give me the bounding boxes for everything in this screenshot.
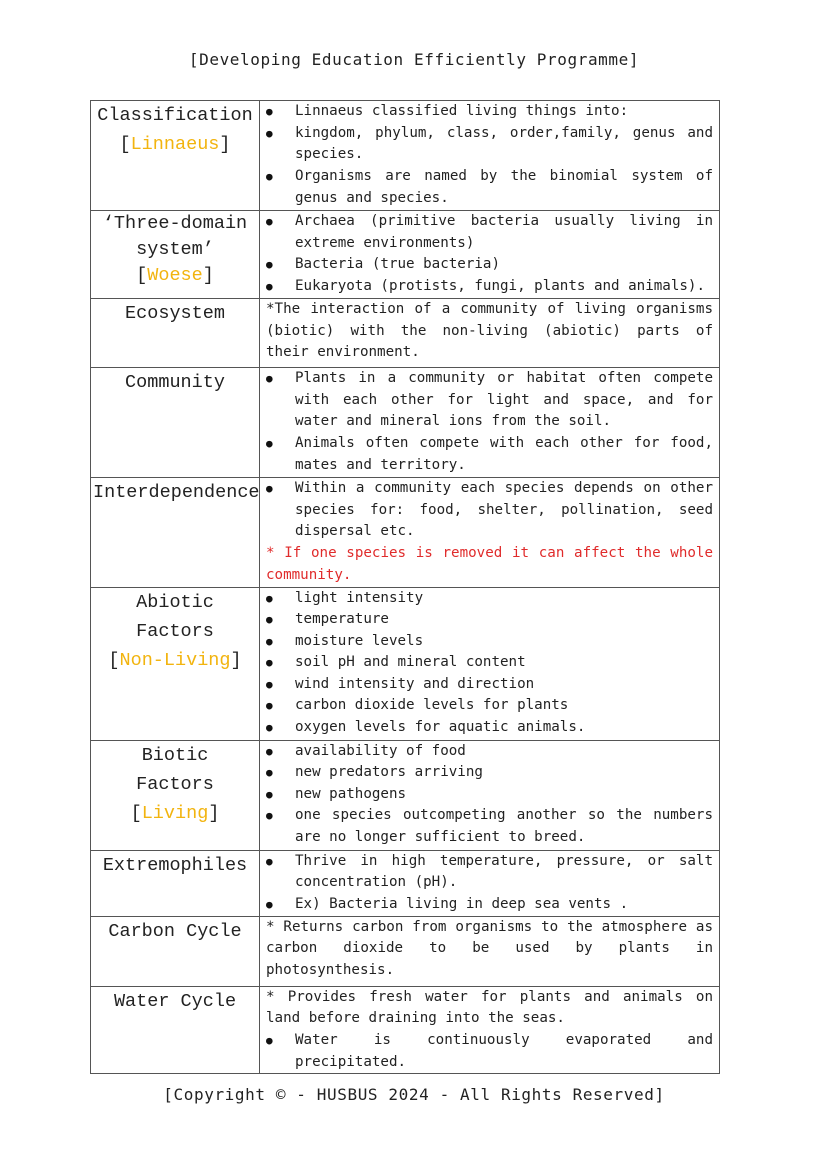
list-item: ● Within a community each species depends on other species for: food, shelter, pollination, seed dispersal etc.: [266, 478, 713, 543]
page-footer: [Copyright © - HUSBUS 2024 - All Rights Reserved]: [163, 1085, 665, 1104]
note-text: * Provides fresh water for plants and animals on land before draining into the seas.: [266, 988, 713, 1027]
list-item: ● Archaea (primitive bacteria usually living in extreme environments): [266, 211, 713, 254]
list-item: ● new predators arriving: [266, 762, 713, 784]
desc-three-domain: [260, 211, 720, 299]
list-item: ● light intensity: [266, 588, 713, 610]
term-three-domain: ‘Three-domain system’ [Woese]: [91, 211, 260, 299]
table-row: [91, 740, 720, 850]
list-item: ● new pathogens: [266, 784, 713, 806]
list-item: ● Animals often compete with each other for food, mates and territory.: [266, 433, 713, 476]
list-item: ● kingdom, phylum, class, order,family, genus and species.: [266, 123, 713, 166]
list-item: ● Linnaeus classified living things into:: [266, 101, 713, 123]
note-text: * Returns carbon from organisms to the atmosphere as carbon dioxide to be used by plants in photosynthesis.: [266, 918, 713, 979]
list-item: ● temperature: [266, 609, 713, 631]
list-item: ● wind intensity and direction: [266, 674, 713, 696]
table-row: [91, 299, 720, 368]
list-item: ● Thrive in high temperature, pressure, or salt concentration (pH).: [266, 851, 713, 894]
list-item: ● carbon dioxide levels for plants: [266, 695, 713, 717]
table-row: [91, 101, 720, 211]
list-item: ● Bacteria (true bacteria): [266, 254, 713, 276]
table-row: [91, 986, 720, 1074]
note-text: *The interaction of a community of living organisms (biotic) with the non-living (abiotic) parts of their environment.: [266, 301, 713, 361]
list-item: ● one species outcompeting another so the numbers are no longer sufficient to breed.: [266, 805, 713, 848]
table-row: [91, 478, 720, 588]
page-header: [Developing Education Efficiently Programme]: [188, 50, 640, 69]
table-row: [91, 587, 720, 740]
desc-abiotic: [260, 587, 720, 740]
table-row: [91, 368, 720, 478]
list-item: ● soil pH and mineral content: [266, 652, 713, 674]
table-row: [91, 850, 720, 916]
desc-water-cycle: [260, 986, 720, 1074]
list-item: ● moisture levels: [266, 631, 713, 653]
desc-interdependence: [260, 478, 720, 588]
table-row: [91, 211, 720, 299]
list-item: ● Water is continuously evaporated and precipitated.: [266, 1030, 713, 1073]
list-item: ● Eukaryota (protists, fungi, plants and animals).: [266, 276, 713, 298]
desc-classification: [260, 101, 720, 211]
term-extremophiles: Extremophiles: [91, 850, 260, 916]
list-item: ● oxygen levels for aquatic animals.: [266, 717, 713, 739]
term-highlight: [Living]: [130, 802, 220, 824]
notes-table: [90, 100, 720, 1074]
desc-ecosystem: [260, 299, 720, 368]
desc-biotic: [260, 740, 720, 850]
table-row: [91, 916, 720, 986]
list-item: ● Ex) Bacteria living in deep sea vents .: [266, 894, 713, 916]
term-community: Community: [91, 368, 260, 478]
term-interdependence: Interdependence: [91, 478, 260, 588]
desc-community: [260, 368, 720, 478]
term-classification: Classification [Linnaeus]: [91, 101, 260, 211]
term-carbon-cycle: Carbon Cycle: [91, 916, 260, 986]
term-highlight: [Non-Living]: [108, 649, 242, 671]
desc-extremophiles: [260, 850, 720, 916]
term-abiotic: Abiotic Factors [Non-Living]: [91, 587, 260, 740]
list-item: ● availability of food: [266, 741, 713, 763]
desc-carbon-cycle: [260, 916, 720, 986]
term-ecosystem: Ecosystem: [91, 299, 260, 368]
term-water-cycle: Water Cycle: [91, 986, 260, 1074]
list-item: ● Organisms are named by the binomial system of genus and species.: [266, 166, 713, 209]
list-item: ● Plants in a community or habitat often compete with each other for light and space, and for water and mineral ions from the soil.: [266, 368, 713, 433]
term-highlight: [Linnaeus]: [119, 134, 231, 155]
term-highlight: [Woese]: [136, 265, 214, 286]
warning-note: * If one species is removed it can affect the whole community.: [266, 545, 713, 583]
term-biotic: Biotic Factors [Living]: [91, 740, 260, 850]
